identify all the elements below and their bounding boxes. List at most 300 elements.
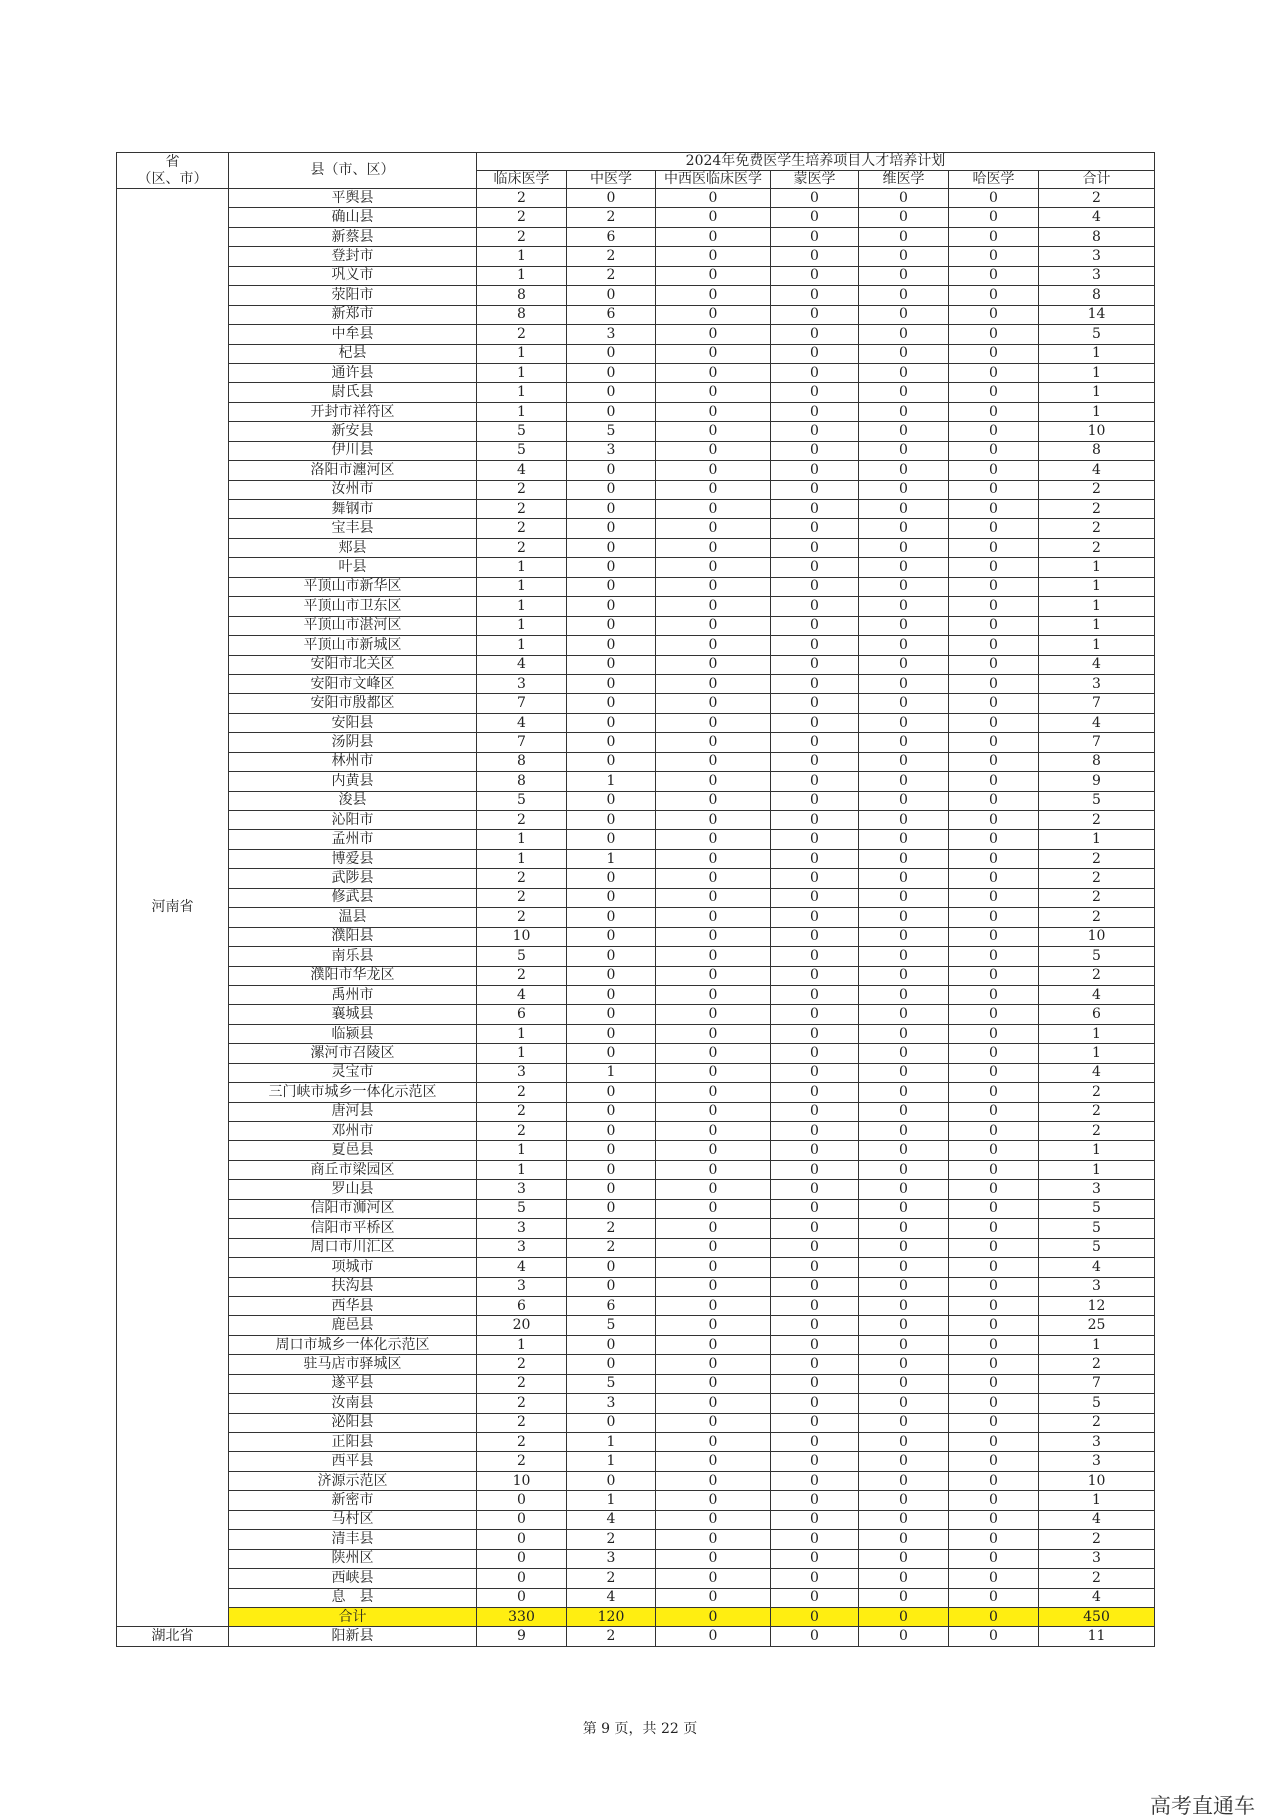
table-row [117,1471,1155,1490]
table-row [117,344,1155,363]
county-cell: 孟州市 [229,830,477,849]
table-row [117,888,1155,907]
county-cell: 平顶山市湛河区 [229,616,477,635]
value-cell: 0 [949,480,1039,499]
value-cell: 0 [771,558,859,577]
county-cell: 周口市川汇区 [229,1238,477,1257]
table-row [117,1316,1155,1335]
value-cell: 5 [567,1374,656,1393]
value-cell: 0 [949,927,1039,946]
value-cell: 3 [1039,1452,1155,1471]
value-cell: 0 [949,674,1039,693]
value-cell: 1 [1039,577,1155,596]
value-cell: 0 [859,674,949,693]
value-cell: 4 [477,461,567,480]
value-cell: 1 [477,383,567,402]
value-cell: 7 [1039,1374,1155,1393]
county-cell: 濮阳县 [229,927,477,946]
value-cell: 2 [477,189,567,208]
value-cell: 0 [656,1238,771,1257]
county-cell: 南乐县 [229,947,477,966]
value-cell: 0 [656,538,771,557]
value-cell: 2 [1039,811,1155,830]
county-cell: 汝南县 [229,1394,477,1413]
table-row [117,1005,1155,1024]
value-cell: 0 [859,480,949,499]
value-cell: 0 [656,441,771,460]
value-cell: 0 [656,694,771,713]
value-cell: 0 [859,208,949,227]
table-row [117,227,1155,246]
value-cell: 0 [771,1394,859,1413]
value-cell: 2 [567,208,656,227]
value-cell: 1 [477,247,567,266]
value-cell: 0 [949,383,1039,402]
value-cell: 3 [477,1219,567,1238]
value-cell: 3 [477,1277,567,1296]
value-cell: 0 [656,1083,771,1102]
value-cell: 8 [477,772,567,791]
value-cell: 0 [859,1180,949,1199]
value-cell: 0 [771,636,859,655]
value-cell: 0 [859,363,949,382]
value-cell: 1 [477,1141,567,1160]
county-cell: 陕州区 [229,1549,477,1568]
value-cell: 2 [477,1083,567,1102]
value-cell: 0 [656,383,771,402]
table-row [117,636,1155,655]
table-row [117,791,1155,810]
table-row [117,538,1155,557]
value-cell: 0 [567,1102,656,1121]
table-row [117,1452,1155,1471]
value-cell: 1 [477,1024,567,1043]
value-cell: 0 [949,558,1039,577]
value-cell: 0 [859,733,949,752]
table-row [117,422,1155,441]
value-cell: 0 [771,849,859,868]
value-cell: 0 [656,966,771,985]
table-row [117,1180,1155,1199]
value-cell: 3 [477,1238,567,1257]
value-cell: 0 [656,655,771,674]
value-cell: 0 [771,811,859,830]
value-cell: 3 [1039,1277,1155,1296]
value-cell: 0 [949,227,1039,246]
county-cell: 安阳市殷都区 [229,694,477,713]
value-cell: 14 [1039,305,1155,324]
value-cell: 0 [949,1296,1039,1315]
value-cell: 0 [656,461,771,480]
value-cell: 0 [567,1083,656,1102]
table-row [117,1024,1155,1043]
province-cell: 河南省 [117,189,229,1627]
value-cell: 0 [949,616,1039,635]
value-cell: 0 [567,1355,656,1374]
value-cell: 0 [567,1335,656,1354]
table-row [117,1627,1155,1646]
value-cell: 2 [1039,888,1155,907]
value-cell: 0 [656,1433,771,1452]
table-row [117,966,1155,985]
value-cell: 0 [656,1588,771,1607]
value-cell: 8 [477,752,567,771]
value-cell: 1 [567,1452,656,1471]
value-cell: 0 [567,655,656,674]
value-cell: 0 [949,1141,1039,1160]
value-cell: 4 [1039,713,1155,732]
value-cell: 0 [656,1491,771,1510]
column-header: 哈医学 [949,171,1039,189]
value-cell: 2 [477,325,567,344]
value-cell: 2 [1039,966,1155,985]
value-cell: 0 [949,461,1039,480]
county-cell: 巩义市 [229,266,477,285]
value-cell: 0 [771,1044,859,1063]
value-cell: 1 [477,558,567,577]
value-cell: 0 [771,383,859,402]
value-cell: 5 [477,422,567,441]
value-cell: 0 [949,266,1039,285]
value-cell: 0 [949,441,1039,460]
table-row [117,1530,1155,1549]
county-cell: 武陟县 [229,869,477,888]
table-row [117,383,1155,402]
table-row [117,1238,1155,1257]
value-cell: 3 [1039,266,1155,285]
value-cell: 0 [949,1471,1039,1490]
county-cell: 杞县 [229,344,477,363]
value-cell: 0 [656,1569,771,1588]
value-cell: 0 [567,830,656,849]
value-cell: 5 [1039,947,1155,966]
table-row [117,1394,1155,1413]
value-cell: 0 [771,655,859,674]
value-cell: 0 [771,325,859,344]
value-cell: 0 [949,1510,1039,1529]
value-cell: 1 [477,616,567,635]
value-cell: 0 [656,247,771,266]
value-cell: 0 [656,985,771,1004]
page-footer: 第 9 页，共 22 页 [582,1721,698,1737]
watermark: 高考直通车 [1150,1794,1255,1818]
table-row [117,402,1155,421]
table-row [117,1413,1155,1432]
county-cell: 三门峡市城乡一体化示范区 [229,1083,477,1102]
value-cell: 2 [567,1238,656,1257]
value-cell: 1 [567,772,656,791]
value-cell: 1 [1039,1024,1155,1043]
value-cell: 2 [477,908,567,927]
value-cell: 0 [771,1413,859,1432]
county-cell: 项城市 [229,1258,477,1277]
value-cell: 0 [949,1452,1039,1471]
value-cell: 0 [771,733,859,752]
county-cell: 平舆县 [229,189,477,208]
value-cell: 10 [1039,1471,1155,1490]
value-cell: 0 [567,908,656,927]
value-cell: 10 [1039,422,1155,441]
value-cell: 0 [656,1219,771,1238]
value-cell: 0 [949,1433,1039,1452]
value-cell: 2 [477,480,567,499]
plan-table [116,152,1155,1647]
value-cell: 0 [656,500,771,519]
value-cell: 0 [656,1471,771,1490]
value-cell: 3 [567,1394,656,1413]
total-label: 合计 [229,1607,477,1626]
value-cell: 8 [1039,752,1155,771]
value-cell: 0 [771,791,859,810]
county-cell: 郏县 [229,538,477,557]
value-cell: 0 [859,597,949,616]
value-cell: 8 [1039,441,1155,460]
value-cell: 1 [1039,636,1155,655]
value-cell: 0 [771,538,859,557]
value-cell: 0 [949,1413,1039,1432]
county-cell: 开封市祥符区 [229,402,477,421]
value-cell: 0 [859,1549,949,1568]
total-value: 0 [859,1607,949,1626]
value-cell: 0 [859,383,949,402]
county-cell: 宝丰县 [229,519,477,538]
value-cell: 2 [1039,869,1155,888]
value-cell: 0 [949,713,1039,732]
value-cell: 2 [1039,1102,1155,1121]
county-cell: 新郑市 [229,305,477,324]
total-value: 0 [771,1607,859,1626]
value-cell: 4 [1039,461,1155,480]
value-cell: 6 [567,227,656,246]
value-cell: 0 [949,1335,1039,1354]
county-cell: 罗山县 [229,1180,477,1199]
value-cell: 0 [859,908,949,927]
value-cell: 0 [771,674,859,693]
county-cell: 西平县 [229,1452,477,1471]
county-cell: 叶县 [229,558,477,577]
value-cell: 0 [656,1199,771,1218]
table-row [117,927,1155,946]
value-cell: 0 [859,441,949,460]
value-cell: 0 [656,519,771,538]
value-cell: 0 [567,1471,656,1490]
value-cell: 0 [771,713,859,732]
value-cell: 0 [567,1005,656,1024]
value-cell: 1 [567,1433,656,1452]
value-cell: 6 [477,1296,567,1315]
value-cell: 0 [771,947,859,966]
value-cell: 0 [949,1549,1039,1568]
value-cell: 0 [656,305,771,324]
value-cell: 0 [949,500,1039,519]
value-cell: 6 [567,1296,656,1315]
value-cell: 0 [771,1063,859,1082]
value-cell: 0 [567,286,656,305]
value-cell: 0 [949,1160,1039,1179]
value-cell: 2 [567,1569,656,1588]
county-cell: 正阳县 [229,1433,477,1452]
value-cell: 0 [949,966,1039,985]
value-cell: 1 [1039,616,1155,635]
value-cell: 0 [859,1510,949,1529]
value-cell: 3 [477,1180,567,1199]
table-row [117,1063,1155,1082]
table-row [117,1355,1155,1374]
table-row [117,1122,1155,1141]
value-cell: 2 [1039,480,1155,499]
value-cell: 1 [477,1335,567,1354]
county-cell: 信阳市浉河区 [229,1199,477,1218]
value-cell: 4 [1039,208,1155,227]
value-cell: 8 [477,286,567,305]
table-row [117,1141,1155,1160]
value-cell: 0 [567,752,656,771]
county-header: 县（市、区） [229,153,477,189]
county-cell: 清丰县 [229,1530,477,1549]
value-cell: 0 [949,344,1039,363]
value-cell: 0 [771,1102,859,1121]
total-row [117,1607,1155,1626]
value-cell: 0 [656,1627,771,1646]
value-cell: 0 [656,1530,771,1549]
total-value: 450 [1039,1607,1155,1626]
value-cell: 0 [771,402,859,421]
table-row [117,208,1155,227]
value-cell: 0 [771,1549,859,1568]
value-cell: 6 [477,1005,567,1024]
value-cell: 0 [949,1083,1039,1102]
value-cell: 0 [656,189,771,208]
value-cell: 0 [771,1627,859,1646]
value-cell: 0 [859,616,949,635]
value-cell: 0 [859,461,949,480]
county-cell: 驻马店市驿城区 [229,1355,477,1374]
value-cell: 0 [771,1083,859,1102]
value-cell: 2 [1039,1122,1155,1141]
value-cell: 2 [1039,538,1155,557]
value-cell: 2 [477,869,567,888]
value-cell: 4 [567,1588,656,1607]
value-cell: 0 [656,947,771,966]
value-cell: 0 [771,1316,859,1335]
value-cell: 0 [949,869,1039,888]
value-cell: 0 [656,266,771,285]
value-cell: 0 [859,500,949,519]
table-row [117,1199,1155,1218]
table-row [117,713,1155,732]
value-cell: 2 [477,1394,567,1413]
value-cell: 5 [1039,1199,1155,1218]
county-cell: 新安县 [229,422,477,441]
value-cell: 1 [477,849,567,868]
value-cell: 5 [1039,1219,1155,1238]
county-cell: 鹿邑县 [229,1316,477,1335]
value-cell: 0 [656,1102,771,1121]
value-cell: 0 [949,1102,1039,1121]
value-cell: 0 [656,869,771,888]
value-cell: 0 [771,344,859,363]
value-cell: 0 [477,1530,567,1549]
value-cell: 2 [1039,1569,1155,1588]
value-cell: 0 [771,1122,859,1141]
table-row [117,694,1155,713]
value-cell: 0 [656,1452,771,1471]
value-cell: 0 [656,1510,771,1529]
value-cell: 1 [1039,1491,1155,1510]
value-cell: 0 [949,1627,1039,1646]
value-cell: 3 [1039,1433,1155,1452]
county-cell: 遂平县 [229,1374,477,1393]
value-cell: 0 [859,1316,949,1335]
value-cell: 7 [1039,733,1155,752]
table-row [117,1160,1155,1179]
county-cell: 周口市城乡一体化示范区 [229,1335,477,1354]
value-cell: 8 [477,305,567,324]
value-cell: 0 [771,966,859,985]
value-cell: 2 [477,966,567,985]
county-cell: 汤阴县 [229,733,477,752]
table-row [117,1569,1155,1588]
value-cell: 0 [859,830,949,849]
value-cell: 0 [567,1141,656,1160]
value-cell: 1 [477,1160,567,1179]
value-cell: 0 [567,1122,656,1141]
value-cell: 0 [859,1471,949,1490]
value-cell: 0 [567,966,656,985]
value-cell: 0 [859,713,949,732]
value-cell: 2 [567,266,656,285]
table-row [117,189,1155,208]
value-cell: 0 [477,1549,567,1568]
table-row [117,519,1155,538]
county-cell: 博爱县 [229,849,477,868]
value-cell: 0 [771,1335,859,1354]
table-row [117,1083,1155,1102]
table-row [117,772,1155,791]
county-cell: 平顶山市卫东区 [229,597,477,616]
value-cell: 5 [477,1199,567,1218]
value-cell: 1 [567,1491,656,1510]
value-cell: 1 [1039,402,1155,421]
value-cell: 0 [477,1491,567,1510]
value-cell: 0 [567,1413,656,1432]
county-cell: 通许县 [229,363,477,382]
value-cell: 1 [1039,344,1155,363]
value-cell: 0 [859,1452,949,1471]
value-cell: 0 [859,694,949,713]
value-cell: 0 [771,772,859,791]
value-cell: 0 [656,227,771,246]
value-cell: 0 [771,1491,859,1510]
value-cell: 0 [567,189,656,208]
value-cell: 0 [567,791,656,810]
county-cell: 商丘市梁园区 [229,1160,477,1179]
value-cell: 0 [656,1141,771,1160]
value-cell: 1 [477,830,567,849]
county-cell: 汝州市 [229,480,477,499]
value-cell: 2 [477,538,567,557]
value-cell: 3 [1039,674,1155,693]
county-cell: 邓州市 [229,1122,477,1141]
value-cell: 4 [567,1510,656,1529]
value-cell: 0 [567,927,656,946]
value-cell: 0 [859,791,949,810]
value-cell: 0 [567,713,656,732]
table-row [117,811,1155,830]
value-cell: 0 [567,558,656,577]
value-cell: 4 [477,1258,567,1277]
column-header: 维医学 [859,171,949,189]
